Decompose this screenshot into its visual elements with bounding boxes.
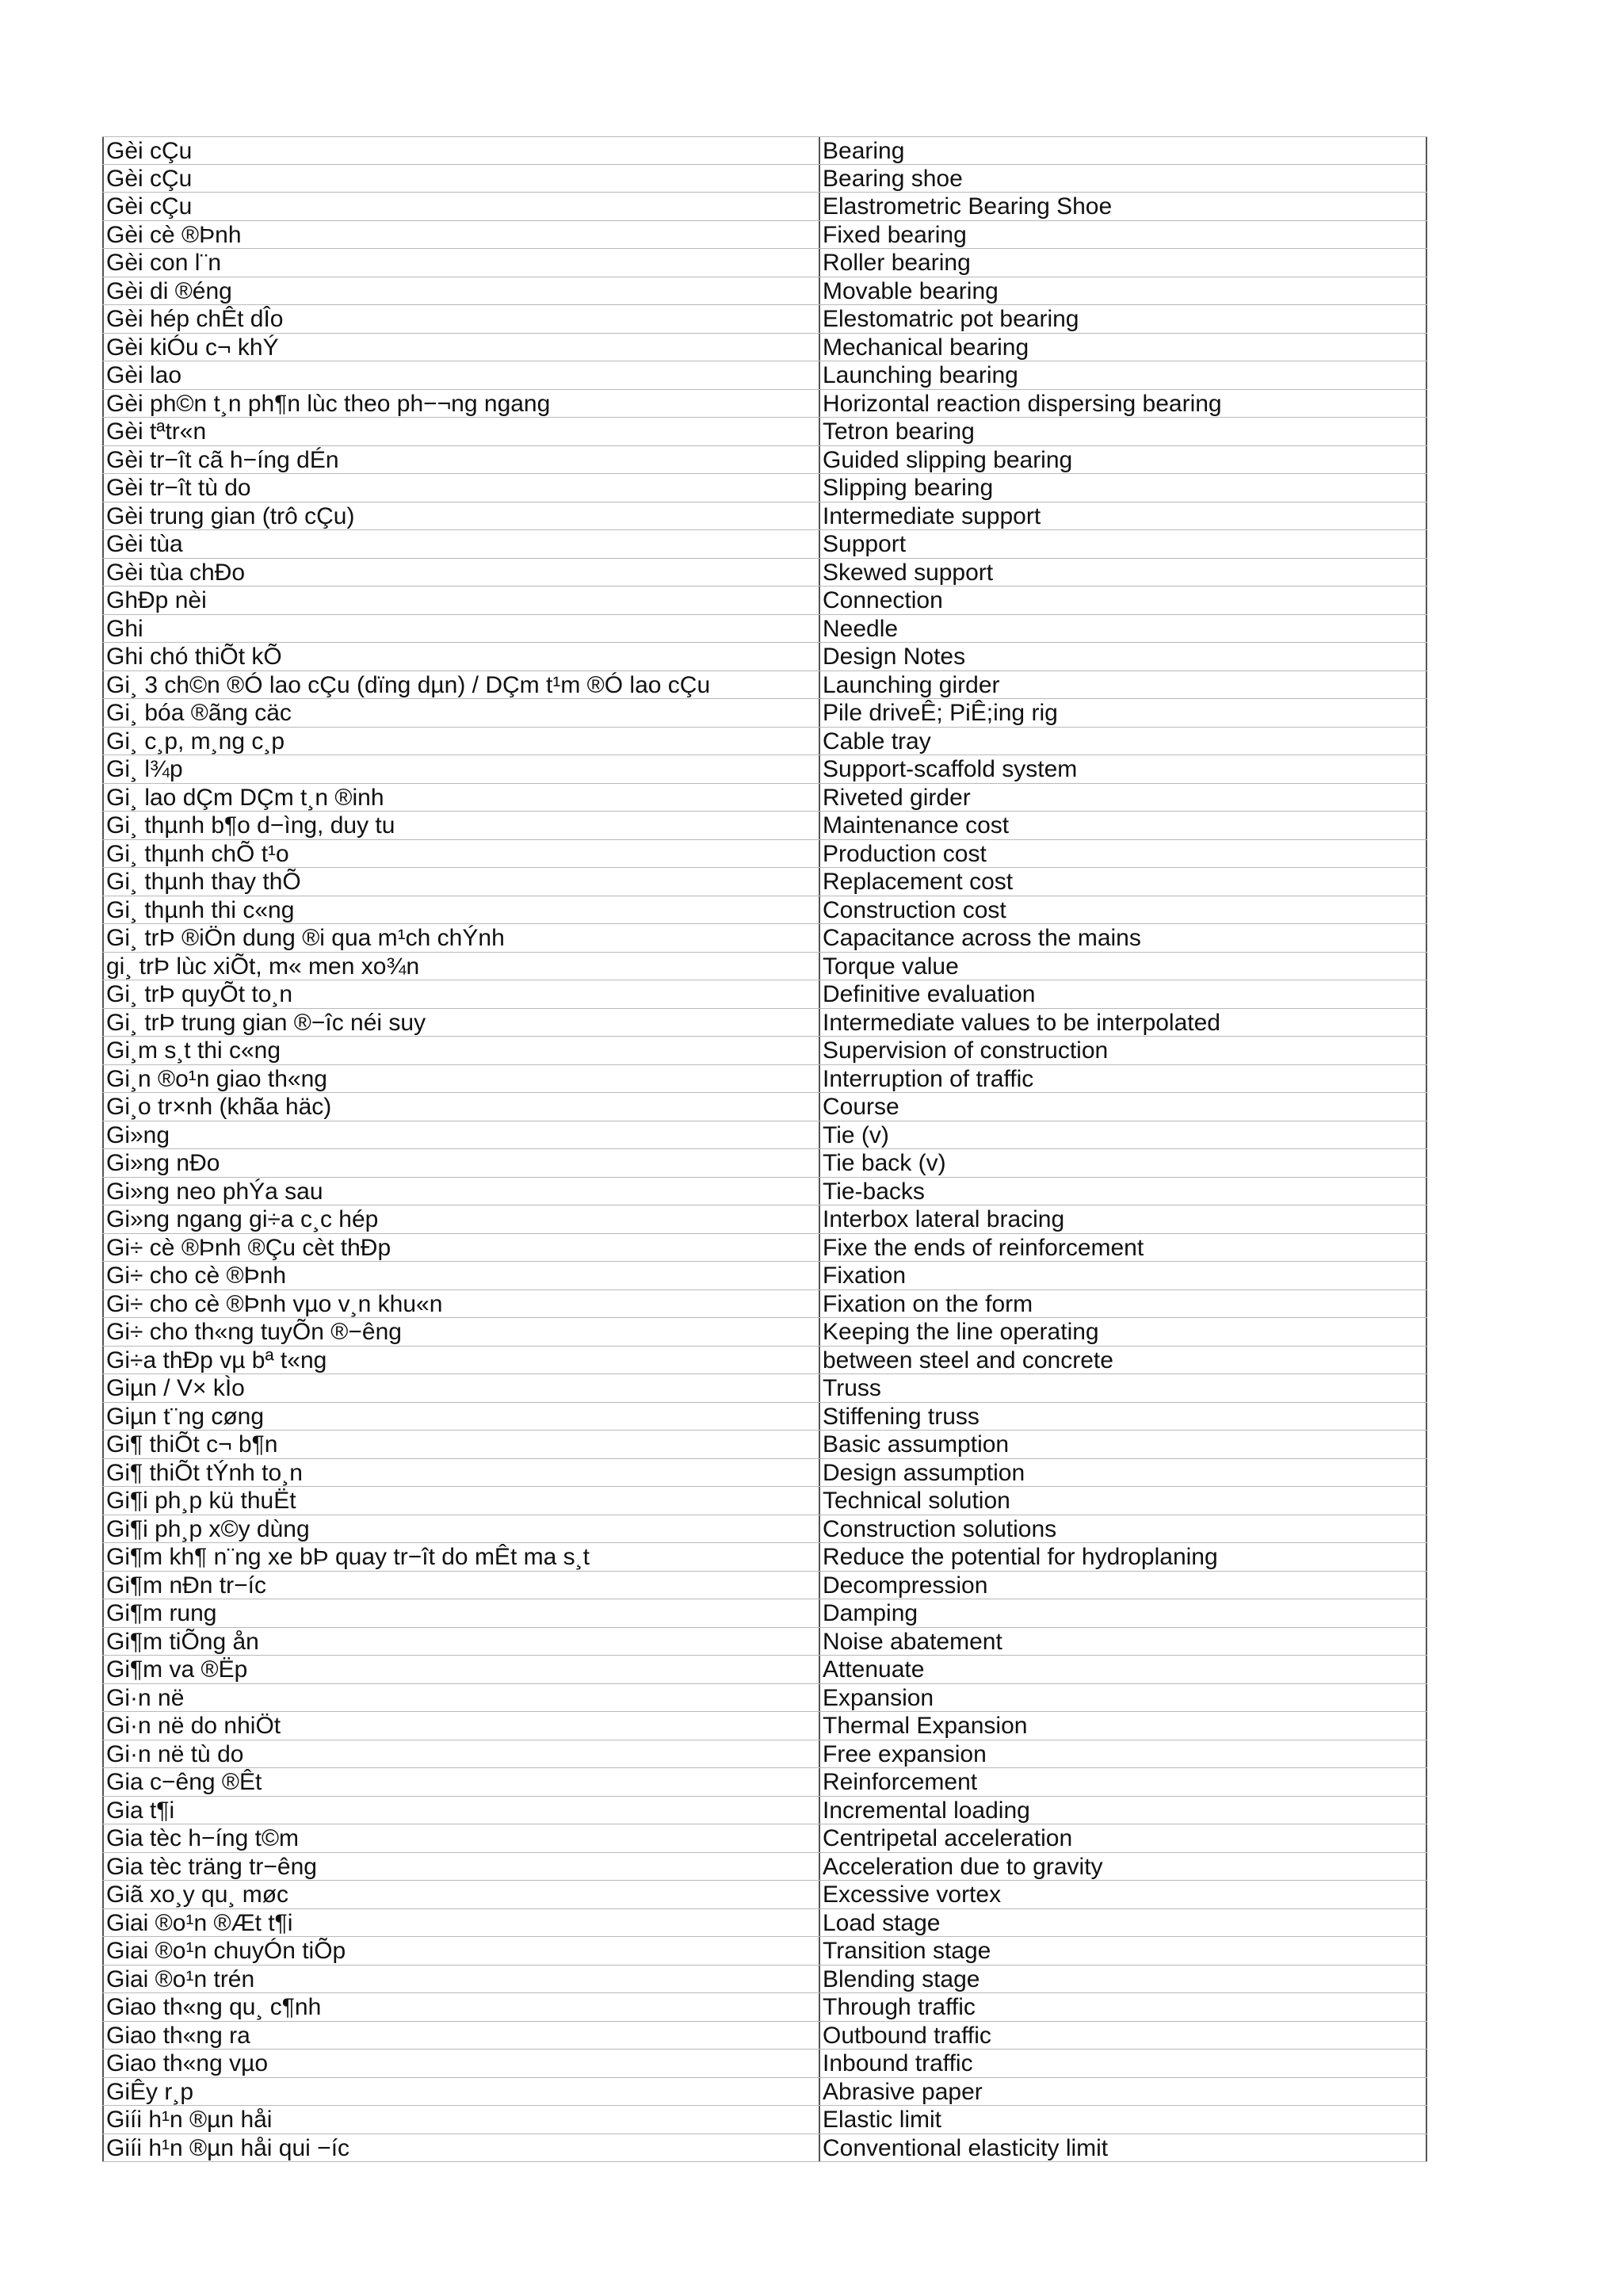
table-row bbox=[102, 1797, 1427, 1825]
english-term-cell: Elastrometric Bearing Shoe bbox=[820, 193, 1427, 220]
english-term-cell: Riveted girder bbox=[820, 784, 1427, 812]
english-term-cell: Expansion bbox=[820, 1684, 1427, 1712]
english-term-cell: Keeping the line operating bbox=[820, 1318, 1427, 1346]
english-term-cell: Basic assumption bbox=[820, 1431, 1427, 1458]
vietnamese-term-cell: Gi¸n ®o¹n giao th«ng bbox=[102, 1065, 820, 1093]
english-term-cell: Technical solution bbox=[820, 1487, 1427, 1515]
table-row bbox=[102, 559, 1427, 587]
table-row bbox=[102, 980, 1427, 1009]
english-term-cell: Conventional elasticity limit bbox=[820, 2134, 1427, 2162]
english-term-cell: Decompression bbox=[820, 1572, 1427, 1599]
english-term-cell: Bearing shoe bbox=[820, 165, 1427, 193]
table-row bbox=[102, 812, 1427, 840]
vietnamese-term-cell: Gi·n në do nhiÖt bbox=[102, 1712, 820, 1740]
table-row bbox=[102, 1543, 1427, 1572]
table-row bbox=[102, 277, 1427, 306]
english-term-cell: Tetron bearing bbox=[820, 418, 1427, 445]
english-term-cell: Truss bbox=[820, 1374, 1427, 1402]
english-term-cell: Support-scaffold system bbox=[820, 755, 1427, 783]
table-row bbox=[102, 1403, 1427, 1431]
vietnamese-term-cell: Gèi con l¨n bbox=[102, 249, 820, 277]
table-row bbox=[102, 784, 1427, 812]
vietnamese-term-cell: Gi÷ cè ®Þnh ®Çu cèt thÐp bbox=[102, 1234, 820, 1262]
table-row bbox=[102, 1656, 1427, 1684]
english-term-cell: Needle bbox=[820, 615, 1427, 643]
english-term-cell: Connection bbox=[820, 586, 1427, 614]
table-row bbox=[102, 1121, 1427, 1150]
table-row bbox=[102, 2022, 1427, 2050]
vietnamese-term-cell: Giíi h¹n ®µn håi qui −íc bbox=[102, 2134, 820, 2162]
table-row bbox=[102, 530, 1427, 559]
table-row bbox=[102, 728, 1427, 756]
english-term-cell: Pile driveÊ; PiÊ;ing rig bbox=[820, 699, 1427, 727]
vietnamese-term-cell: Gi¸ trÞ trung gian ®−îc néi suy bbox=[102, 1009, 820, 1037]
table-row bbox=[102, 1712, 1427, 1740]
english-term-cell: Fixed bearing bbox=[820, 221, 1427, 249]
table-row bbox=[102, 1431, 1427, 1459]
english-term-cell: Mechanical bearing bbox=[820, 334, 1427, 361]
vietnamese-term-cell: Gi¸ trÞ quyÕt to¸n bbox=[102, 980, 820, 1008]
table-row bbox=[102, 2106, 1427, 2134]
vietnamese-term-cell: Giao th«ng vµo bbox=[102, 2050, 820, 2077]
english-term-cell: Design assumption bbox=[820, 1459, 1427, 1487]
table-row bbox=[102, 502, 1427, 531]
english-term-cell: Maintenance cost bbox=[820, 812, 1427, 839]
vietnamese-term-cell: Gèi tr−ît cã h−íng dÉn bbox=[102, 446, 820, 474]
vietnamese-term-cell: GhÐp nèi bbox=[102, 586, 820, 614]
english-term-cell: Load stage bbox=[820, 1909, 1427, 1937]
table-row bbox=[102, 1515, 1427, 1544]
english-term-cell: Free expansion bbox=[820, 1740, 1427, 1768]
english-term-cell: Damping bbox=[820, 1599, 1427, 1627]
english-term-cell: Fixation bbox=[820, 1262, 1427, 1289]
vietnamese-term-cell: Giµn t¨ng cøng bbox=[102, 1403, 820, 1431]
english-term-cell: Elestomatric pot bearing bbox=[820, 305, 1427, 333]
table-row bbox=[102, 1318, 1427, 1347]
vietnamese-term-cell: Gi÷ cho cè ®Þnh vµo v¸n khu«n bbox=[102, 1290, 820, 1318]
english-term-cell: Fixe the ends of reinforcement bbox=[820, 1234, 1427, 1262]
table-row bbox=[102, 953, 1427, 981]
vietnamese-term-cell: Gi»ng bbox=[102, 1121, 820, 1149]
english-term-cell: Horizontal reaction dispersing bearing bbox=[820, 390, 1427, 418]
english-term-cell: Construction solutions bbox=[820, 1515, 1427, 1543]
vietnamese-term-cell: Gi¶i ph¸p kü thuËt bbox=[102, 1487, 820, 1515]
english-term-cell: Tie back (v) bbox=[820, 1149, 1427, 1177]
english-term-cell: Excessive vortex bbox=[820, 1881, 1427, 1908]
table-row bbox=[102, 1993, 1427, 2022]
table-row bbox=[102, 868, 1427, 896]
english-term-cell: Reinforcement bbox=[820, 1768, 1427, 1796]
english-term-cell: Abrasive paper bbox=[820, 2078, 1427, 2106]
table-row bbox=[102, 896, 1427, 925]
table-row bbox=[102, 1487, 1427, 1515]
english-term-cell: Outbound traffic bbox=[820, 2022, 1427, 2050]
english-term-cell: Cable tray bbox=[820, 728, 1427, 755]
english-term-cell: Attenuate bbox=[820, 1656, 1427, 1683]
table-row bbox=[102, 1205, 1427, 1234]
table-row bbox=[102, 699, 1427, 728]
table-row bbox=[102, 1881, 1427, 1909]
table-row bbox=[102, 1853, 1427, 1881]
english-term-cell: Supervision of construction bbox=[820, 1037, 1427, 1064]
table-row bbox=[102, 1009, 1427, 1037]
table-row bbox=[102, 1937, 1427, 1966]
english-term-cell: Construction cost bbox=[820, 896, 1427, 924]
vietnamese-term-cell: Ghi bbox=[102, 615, 820, 643]
table-row bbox=[102, 840, 1427, 869]
english-term-cell: Fixation on the form bbox=[820, 1290, 1427, 1318]
english-term-cell: Launching girder bbox=[820, 671, 1427, 699]
vietnamese-term-cell: Gèi tùa bbox=[102, 530, 820, 558]
vietnamese-term-cell: Gi»ng neo phÝa sau bbox=[102, 1178, 820, 1205]
vietnamese-term-cell: Gi¸ thµnh b¶o d−ìng, duy tu bbox=[102, 812, 820, 839]
table-row bbox=[102, 924, 1427, 953]
table-row bbox=[102, 1740, 1427, 1769]
vietnamese-term-cell: Gi¸ thµnh thi c«ng bbox=[102, 896, 820, 924]
vietnamese-term-cell: Gi·n në tù do bbox=[102, 1740, 820, 1768]
vietnamese-term-cell: Giai ®o¹n ®Æt t¶i bbox=[102, 1909, 820, 1937]
english-term-cell: Intermediate support bbox=[820, 502, 1427, 530]
english-term-cell: Launching bearing bbox=[820, 361, 1427, 389]
table-row bbox=[102, 1093, 1427, 1121]
english-term-cell: Roller bearing bbox=[820, 249, 1427, 277]
vietnamese-term-cell: Gèi trung gian (trô cÇu) bbox=[102, 502, 820, 530]
vietnamese-term-cell: Gi¶m va ®Ëp bbox=[102, 1656, 820, 1683]
table-row bbox=[102, 193, 1427, 221]
english-term-cell: Definitive evaluation bbox=[820, 980, 1427, 1008]
english-term-cell: between steel and concrete bbox=[820, 1347, 1427, 1374]
vietnamese-term-cell: Gi¸ 3 ch©n ®Ó lao cÇu (dïng dµn) / DÇm t¹m ®Ó lao cÇu bbox=[102, 671, 820, 699]
table-row bbox=[102, 2078, 1427, 2107]
vietnamese-term-cell: Giµn / V× kÌo bbox=[102, 1374, 820, 1402]
english-term-cell: Through traffic bbox=[820, 1993, 1427, 2021]
table-row bbox=[102, 334, 1427, 362]
english-term-cell: Blending stage bbox=[820, 1966, 1427, 1993]
vietnamese-term-cell: Gia c−êng ®Êt bbox=[102, 1768, 820, 1796]
table-row bbox=[102, 586, 1427, 615]
table-row bbox=[102, 1768, 1427, 1797]
table-row bbox=[102, 1262, 1427, 1290]
vietnamese-term-cell: Giao th«ng ra bbox=[102, 2022, 820, 2050]
vietnamese-term-cell: Gèi tùa chÐo bbox=[102, 559, 820, 586]
english-term-cell: Stiffening truss bbox=[820, 1403, 1427, 1431]
table-row bbox=[102, 2050, 1427, 2078]
table-row bbox=[102, 1149, 1427, 1178]
english-term-cell: Support bbox=[820, 530, 1427, 558]
english-term-cell: Thermal Expansion bbox=[820, 1712, 1427, 1740]
english-term-cell: Slipping bearing bbox=[820, 474, 1427, 502]
english-term-cell: Transition stage bbox=[820, 1937, 1427, 1965]
table-row bbox=[102, 1684, 1427, 1713]
english-term-cell: Inbound traffic bbox=[820, 2050, 1427, 2077]
table-row bbox=[102, 1234, 1427, 1263]
english-term-cell: Bearing bbox=[820, 137, 1427, 164]
table-row bbox=[102, 1037, 1427, 1065]
vietnamese-term-cell: Gi¶ thiÕt c¬ b¶n bbox=[102, 1431, 820, 1458]
vietnamese-term-cell: gi¸ trÞ lùc xiÕt, m« men xo¾n bbox=[102, 953, 820, 980]
vietnamese-term-cell: Gi¸ bóa ®ãng cäc bbox=[102, 699, 820, 727]
english-term-cell: Guided slipping bearing bbox=[820, 446, 1427, 474]
vietnamese-term-cell: GiÊy r¸p bbox=[102, 2078, 820, 2106]
table-row bbox=[102, 2134, 1427, 2163]
table-row bbox=[102, 1824, 1427, 1853]
vietnamese-term-cell: Gi¸ thµnh thay thÕ bbox=[102, 868, 820, 896]
table-row bbox=[102, 249, 1427, 277]
table-row bbox=[102, 305, 1427, 334]
vietnamese-term-cell: Gi¸ trÞ ®iÖn dung ®i qua m¹ch chÝnh bbox=[102, 924, 820, 952]
english-term-cell: Skewed support bbox=[820, 559, 1427, 586]
english-term-cell: Tie-backs bbox=[820, 1178, 1427, 1205]
table-row bbox=[102, 1966, 1427, 1994]
english-term-cell: Interruption of traffic bbox=[820, 1065, 1427, 1093]
vietnamese-term-cell: Gèi hép chÊt dÎo bbox=[102, 305, 820, 333]
table-row bbox=[102, 1599, 1427, 1628]
vietnamese-term-cell: Gi¶m tiÕng ån bbox=[102, 1628, 820, 1656]
table-row bbox=[102, 1290, 1427, 1319]
english-term-cell: Production cost bbox=[820, 840, 1427, 868]
vietnamese-term-cell: Gèi tr−ît tù do bbox=[102, 474, 820, 502]
table-row bbox=[102, 1347, 1427, 1375]
english-term-cell: Torque value bbox=[820, 953, 1427, 980]
english-term-cell: Interbox lateral bracing bbox=[820, 1205, 1427, 1233]
table-row bbox=[102, 1909, 1427, 1938]
vietnamese-term-cell: Gi»ng ngang gi÷a c¸c hép bbox=[102, 1205, 820, 1233]
vietnamese-term-cell: Gi¸ thµnh chÕ t¹o bbox=[102, 840, 820, 868]
table-row bbox=[102, 474, 1427, 502]
table-row bbox=[102, 1459, 1427, 1488]
table-row bbox=[102, 390, 1427, 418]
vietnamese-term-cell: Gi¶m rung bbox=[102, 1599, 820, 1627]
table-row bbox=[102, 1065, 1427, 1094]
english-term-cell: Centripetal acceleration bbox=[820, 1824, 1427, 1852]
table-row bbox=[102, 615, 1427, 644]
vietnamese-term-cell: Gia tèc träng tr−êng bbox=[102, 1853, 820, 1881]
english-term-cell: Capacitance across the mains bbox=[820, 924, 1427, 952]
vietnamese-term-cell: Gi¶m nÐn tr−íc bbox=[102, 1572, 820, 1599]
vietnamese-term-cell: Gèi cÇu bbox=[102, 165, 820, 193]
table-row bbox=[102, 1178, 1427, 1206]
english-term-cell: Incremental loading bbox=[820, 1797, 1427, 1824]
vietnamese-term-cell: Gi÷ cho th«ng tuyÕn ®−êng bbox=[102, 1318, 820, 1346]
vietnamese-term-cell: Ghi chó thiÕt kÕ bbox=[102, 643, 820, 670]
english-term-cell: Tie (v) bbox=[820, 1121, 1427, 1149]
vietnamese-term-cell: Gèi cÇu bbox=[102, 137, 820, 164]
table-row bbox=[102, 755, 1427, 784]
vietnamese-term-cell: Giai ®o¹n chuyÓn tiÕp bbox=[102, 1937, 820, 1965]
table-row bbox=[102, 361, 1427, 390]
table-row bbox=[102, 418, 1427, 446]
english-term-cell: Replacement cost bbox=[820, 868, 1427, 896]
vietnamese-term-cell: Gi¸o tr×nh (khãa häc) bbox=[102, 1093, 820, 1121]
vietnamese-term-cell: Gèi ph©n t¸n ph¶n lùc theo ph−¬ng ngang bbox=[102, 390, 820, 418]
vietnamese-term-cell: Gi¸ c¸p, m¸ng c¸p bbox=[102, 728, 820, 755]
vietnamese-term-cell: Gèi lao bbox=[102, 361, 820, 389]
vietnamese-term-cell: Gi·n në bbox=[102, 1684, 820, 1712]
english-term-cell: Intermediate values to be interpolated bbox=[820, 1009, 1427, 1037]
vietnamese-term-cell: Gia tèc h−íng t©m bbox=[102, 1824, 820, 1852]
table-row bbox=[102, 1374, 1427, 1403]
english-term-cell: Course bbox=[820, 1093, 1427, 1121]
vietnamese-term-cell: Gi¶ thiÕt tÝnh to¸n bbox=[102, 1459, 820, 1487]
table-row bbox=[102, 671, 1427, 700]
vietnamese-term-cell: Giai ®o¹n trén bbox=[102, 1966, 820, 1993]
english-term-cell: Noise abatement bbox=[820, 1628, 1427, 1656]
vietnamese-term-cell: Gèi cè ®Þnh bbox=[102, 221, 820, 249]
vietnamese-term-cell: Gi¶i ph¸p x©y dùng bbox=[102, 1515, 820, 1543]
english-term-cell: Elastic limit bbox=[820, 2106, 1427, 2134]
vietnamese-term-cell: Gèi kiÓu c¬ khÝ bbox=[102, 334, 820, 361]
vietnamese-term-cell: Gi¸m s¸t thi c«ng bbox=[102, 1037, 820, 1064]
vietnamese-term-cell: Gèi tªtr«n bbox=[102, 418, 820, 445]
vietnamese-term-cell: Gèi cÇu bbox=[102, 193, 820, 220]
vietnamese-term-cell: Gi÷ cho cè ®Þnh bbox=[102, 1262, 820, 1289]
table-row bbox=[102, 446, 1427, 475]
english-term-cell: Acceleration due to gravity bbox=[820, 1853, 1427, 1881]
english-term-cell: Design Notes bbox=[820, 643, 1427, 670]
english-term-cell: Movable bearing bbox=[820, 277, 1427, 305]
vietnamese-term-cell: Gi¸ lao dÇm DÇm t¸n ®inh bbox=[102, 784, 820, 812]
vietnamese-term-cell: Giao th«ng qu¸ c¶nh bbox=[102, 1993, 820, 2021]
vietnamese-term-cell: Giíi h¹n ®µn håi bbox=[102, 2106, 820, 2134]
table-row bbox=[102, 643, 1427, 671]
table-row bbox=[102, 1572, 1427, 1600]
table-row bbox=[102, 136, 1427, 165]
vietnamese-term-cell: Gèi di ®éng bbox=[102, 277, 820, 305]
table-row bbox=[102, 221, 1427, 250]
vietnamese-term-cell: Gi¸ l¾p bbox=[102, 755, 820, 783]
vietnamese-term-cell: Giã xo¸y qu¸ møc bbox=[102, 1881, 820, 1908]
glossary-table bbox=[102, 136, 1427, 2162]
english-term-cell: Reduce the potential for hydroplaning bbox=[820, 1543, 1427, 1571]
vietnamese-term-cell: Gia t¶i bbox=[102, 1797, 820, 1824]
table-row bbox=[102, 1628, 1427, 1656]
vietnamese-term-cell: Gi¶m kh¶ n¨ng xe bÞ quay tr−ît do mÊt ma s¸t bbox=[102, 1543, 820, 1571]
vietnamese-term-cell: Gi»ng nÐo bbox=[102, 1149, 820, 1177]
vietnamese-term-cell: Gi÷a thÐp vµ bª t«ng bbox=[102, 1347, 820, 1374]
table-row bbox=[102, 165, 1427, 193]
